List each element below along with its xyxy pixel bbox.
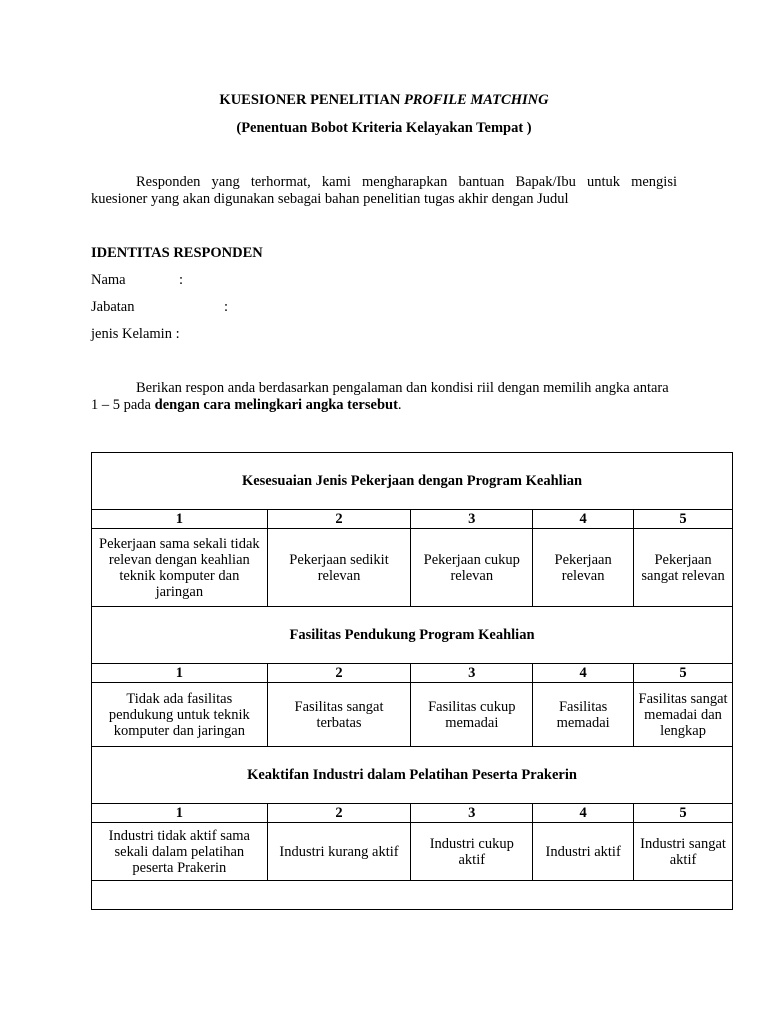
questionnaire-table <box>91 452 733 910</box>
criteria-header: Kesesuaian Jenis Pekerjaan dengan Program Keahlian <box>92 453 733 510</box>
empty-row <box>92 881 733 910</box>
score-cell[interactable]: 5 <box>634 664 733 683</box>
intro-paragraph: Responden yang terhormat, kami mengharapkan bantuan Bapak/Ibu untuk mengisi kuesioner yang akan digunakan sebagai bahan penelitian tugas akhir dengan Judul <box>91 174 677 207</box>
score-cell[interactable]: 4 <box>533 664 634 683</box>
description-cell: Pekerjaan cukup relevan <box>411 529 533 607</box>
description-cell: Pekerjaan sedikit relevan <box>267 529 411 607</box>
score-row <box>92 664 733 683</box>
score-cell[interactable]: 5 <box>634 804 733 823</box>
instruction-bold: dengan cara melingkari angka tersebut <box>154 397 398 413</box>
score-cell[interactable]: 4 <box>533 510 634 529</box>
description-cell: Tidak ada fasilitas pendukung untuk teknik komputer dan jaringan <box>92 683 268 747</box>
document-title <box>0 92 768 109</box>
description-cell: Industri sangat aktif <box>634 823 733 881</box>
score-cell[interactable]: 1 <box>92 804 268 823</box>
identity-heading: IDENTITAS RESPONDEN <box>91 245 263 261</box>
description-cell: Fasilitas memadai <box>533 683 634 747</box>
criteria-header: Fasilitas Pendukung Program Keahlian <box>92 607 733 664</box>
criteria-header-row <box>92 747 733 804</box>
description-cell: Industri cukup aktif <box>411 823 533 881</box>
empty-cell <box>92 881 733 910</box>
score-cell[interactable]: 2 <box>267 664 411 683</box>
description-row <box>92 529 733 607</box>
document-title-italic: PROFILE MATCHING <box>403 92 549 108</box>
score-cell[interactable]: 5 <box>634 510 733 529</box>
score-cell[interactable]: 4 <box>533 804 634 823</box>
score-cell[interactable]: 2 <box>267 804 411 823</box>
field-nama-label: Nama <box>91 272 126 288</box>
field-nama <box>91 272 184 289</box>
field-jenis-kelamin <box>91 326 180 343</box>
description-cell: Industri tidak aktif sama sekali dalam pelatihan peserta Prakerin <box>92 823 268 881</box>
criteria-header: Keaktifan Industri dalam Pelatihan Peserta Prakerin <box>92 747 733 804</box>
score-row <box>92 804 733 823</box>
description-row <box>92 683 733 747</box>
field-jabatan-label: Jabatan <box>91 299 135 315</box>
field-jabatan <box>91 299 229 316</box>
document-subtitle: (Penentuan Bobot Kriteria Kelayakan Tempat ) <box>236 120 532 136</box>
description-row <box>92 823 733 881</box>
criteria-header-row <box>92 453 733 510</box>
instruction-end: . <box>397 397 402 413</box>
description-cell: Pekerjaan sangat relevan <box>634 529 733 607</box>
description-cell: Fasilitas sangat memadai dan lengkap <box>634 683 733 747</box>
field-jenis-kelamin-label: jenis Kelamin : <box>91 326 180 342</box>
score-cell[interactable]: 3 <box>411 510 533 529</box>
description-cell: Fasilitas sangat terbatas <box>267 683 411 747</box>
field-jabatan-colon: : <box>224 299 229 315</box>
document-title-main: KUESIONER PENELITIAN <box>219 92 404 108</box>
score-cell[interactable]: 3 <box>411 804 533 823</box>
description-cell: Industri aktif <box>533 823 634 881</box>
score-cell[interactable]: 2 <box>267 510 411 529</box>
description-cell: Fasilitas cukup memadai <box>411 683 533 747</box>
description-cell: Pekerjaan sama sekali tidak relevan dengan keahlian teknik komputer dan jaringan <box>92 529 268 607</box>
description-cell: Pekerjaan relevan <box>533 529 634 607</box>
criteria-header-row <box>92 607 733 664</box>
score-row <box>92 510 733 529</box>
instruction-paragraph <box>91 380 677 414</box>
field-nama-colon: : <box>179 272 184 288</box>
score-cell[interactable]: 3 <box>411 664 533 683</box>
score-cell[interactable]: 1 <box>92 510 268 529</box>
score-cell[interactable]: 1 <box>92 664 268 683</box>
description-cell: Industri kurang aktif <box>267 823 411 881</box>
instruction-text: Berikan respon anda berdasarkan pengalaman dan kondisi riil dengan memilih angka antara 1 – 5 pada <box>91 380 669 413</box>
